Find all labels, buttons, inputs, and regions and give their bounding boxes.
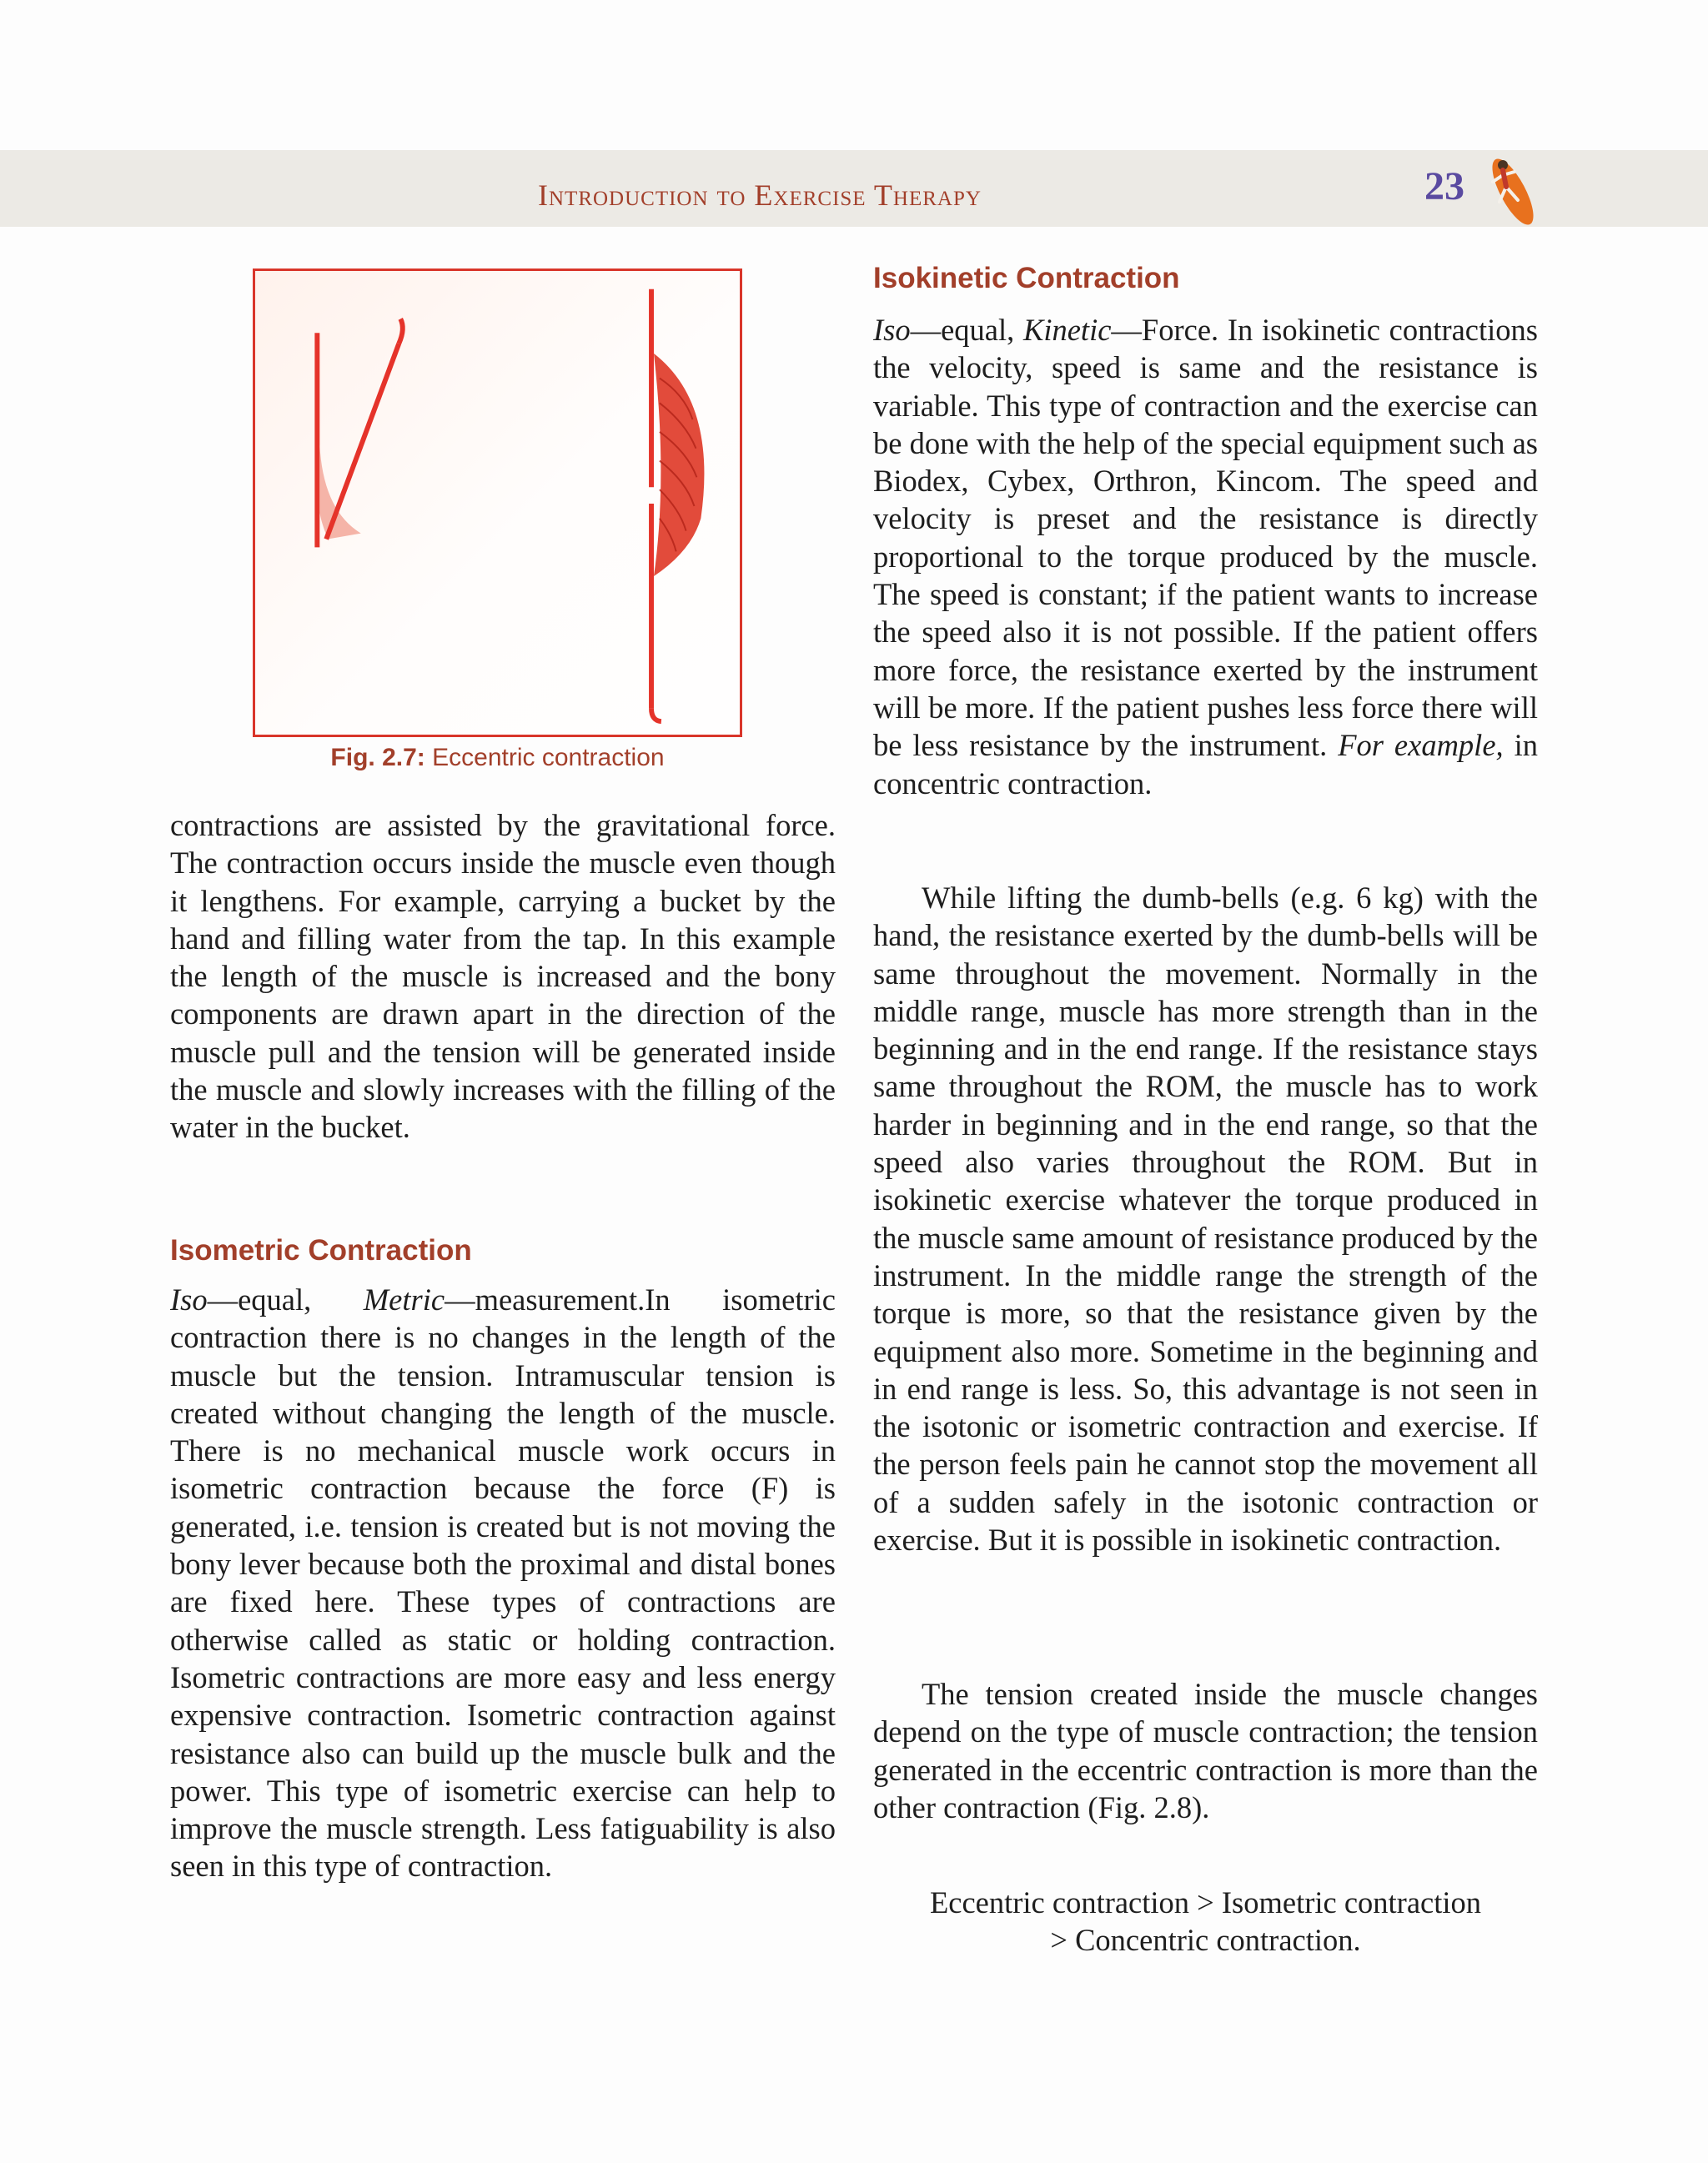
isokinetic-gloss-2: —Force. xyxy=(1111,313,1219,347)
isometric-term-metric: Metric xyxy=(363,1282,445,1317)
left-bone-tip xyxy=(399,319,403,344)
isokinetic-end: in concentric contraction. xyxy=(873,728,1538,800)
figure-caption xyxy=(253,744,742,772)
isokinetic-heading: Isokinetic Contraction xyxy=(873,262,1180,294)
figure-caption-text: Eccentric contraction xyxy=(432,744,665,771)
comparison-line-1: Eccentric contraction > Isometric contraction xyxy=(929,1885,1482,1920)
isometric-gloss-2: —measurement. xyxy=(445,1282,646,1317)
isokinetic-paragraph xyxy=(873,311,1538,802)
isometric-heading: Isometric Contraction xyxy=(170,1234,472,1267)
figure-number: Fig. 2.7: xyxy=(330,744,425,771)
eccentric-contraction-diagram xyxy=(255,271,740,735)
right-bone-tip xyxy=(651,708,661,721)
left-moving-bone xyxy=(326,344,399,539)
left-continuation-paragraph: contractions are assisted by the gravitational force. The contraction occurs inside the muscle even though it lengthens. For example, carrying a bucket by the hand and filling water from the tap. In this example the length of the muscle is increased and the bony components are drawn apart in the direction of the muscle pull and the tension will be generated inside the muscle and slowly increases with the filling of the water in the bucket. xyxy=(170,808,836,1145)
for-example: For example, xyxy=(1338,728,1504,763)
tension-paragraph: The tension created inside the muscle changes depend on the type of muscle contraction; the tension generated in the eccentric contraction is more than the other contraction (Fig. 2.8). xyxy=(873,1677,1538,1824)
isokinetic-term-iso: Iso xyxy=(873,313,911,347)
isometric-gloss-1: —equal, xyxy=(207,1282,364,1317)
right-muscle-belly xyxy=(654,354,704,576)
isometric-body: In isometric contraction there is no changes in the length of the muscle but the tension. Intramuscular tension is created without changing the length of the muscle. There is no mechanical muscle work occurs in isometric contraction because the force (F) is generated, i.e. tension is created but is not moving the bony lever because both the proximal and distal bones are fixed here. These types of contractions are otherwise called as static or holding contraction. Isometric contractions are more easy and less energy expensive contraction. Isometric contraction against resistance also can build up the muscle bulk and the power. This type of isometric exercise can help to improve the muscle strength. Less fatiguability is also seen in this type of contraction. xyxy=(170,1282,836,1884)
dumbbell-paragraph: While lifting the dumb-bells (e.g. 6 kg) with the hand, the resistance exerted by the dumb-bells will be same throughout the movement. Normally in the middle range, muscle has more strength than in the beginning and in the end range. If the resistance stays same throughout the ROM, the muscle has to work harder in beginning and in the end range, so that the speed also varies throughout the ROM. But in isokinetic exercise whatever the torque produced in the muscle same amount of resistance produced by the instrument. In the middle range the strength of the torque is more, so that the resistance given by the equipment also more. Sometime in the beginning and in end range is less. So, this advantage is not seen in the isotonic or isometric contraction and exercise. If the person feels pain he cannot stop the movement all of a sudden safely in the isotonic contraction or exercise. But it is possible in isokinetic contraction. xyxy=(873,881,1538,1558)
isometric-paragraph xyxy=(170,1281,836,1885)
isokinetic-term-kinetic: Kinetic xyxy=(1023,313,1112,347)
isometric-term-iso: Iso xyxy=(170,1282,208,1317)
page-number: 23 xyxy=(1424,164,1464,208)
runner-icon xyxy=(1469,150,1546,227)
comparison-line-2: > Concentric contraction. xyxy=(1050,1923,1361,1957)
figure-eccentric-contraction xyxy=(253,268,742,737)
isokinetic-gloss-1: —equal, xyxy=(910,313,1023,347)
running-title: Introduction to Exercise Therapy xyxy=(538,178,982,212)
isokinetic-body: In isokinetic contractions the velocity, speed is same and the resistance is variable. This type of contraction and the exercise can be done with the help of the special equipment such as Biodex, Cybex, Orthron, Kincom. The speed and velocity is preset and the resistance is directly proportional to the torque produced by the muscle. The speed is constant; if the patient wants to increase the speed also it is not possible. If the patient offers more force, the resistance exerted by the instrument will be more. If the patient pushes less force there will be less resistance by the instrument. xyxy=(873,313,1538,763)
